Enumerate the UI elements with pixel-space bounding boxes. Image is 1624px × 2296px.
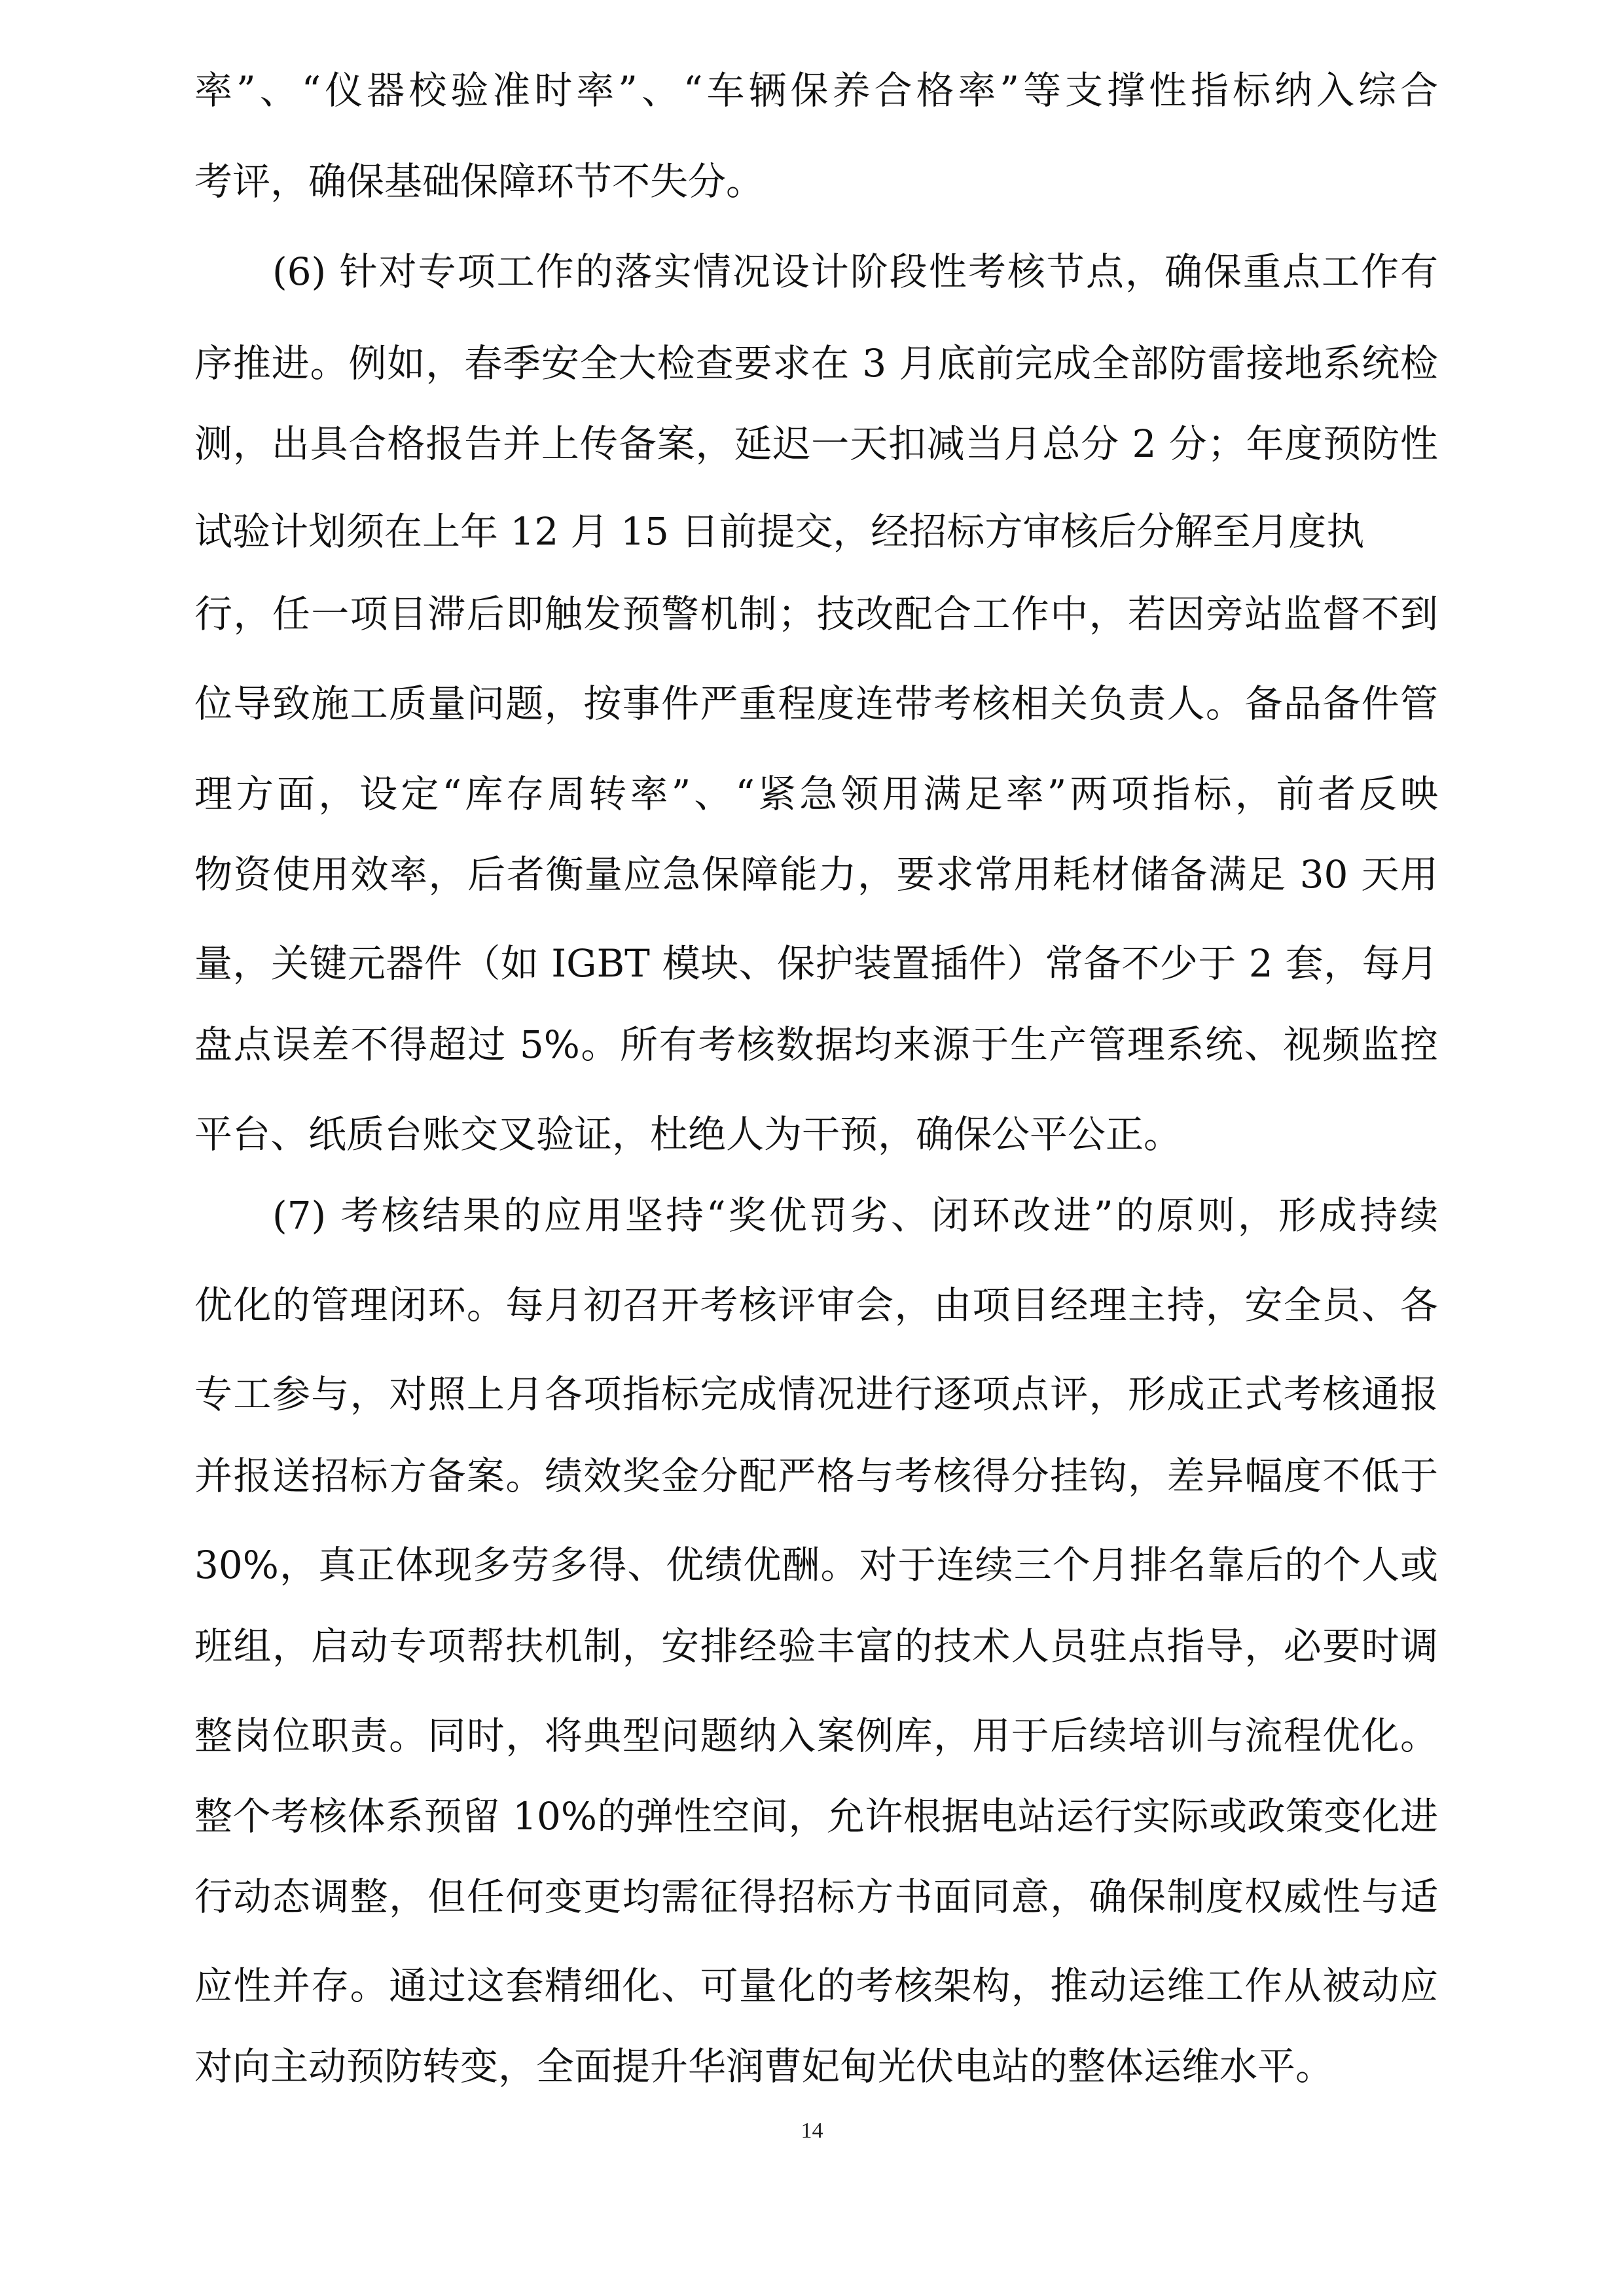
text-line: 平台、纸质台账交叉验证，杜绝人为干预，确保公平公正。 [194,1112,1182,1157]
paragraph-7-first-line: (7) 考核结果的应用坚持“奖优罚劣、闭环改进”的原则，形成持续 [272,1193,1438,1238]
text-line: 行动态调整，但任何变更均需征得招标方书面同意，确保制度权威性与适 [194,1874,1438,1919]
paragraph-6-first-line: (6) 针对专项工作的落实情况设计阶段性考核节点，确保重点工作有 [272,249,1438,294]
text-line: 应性并存。通过这套精细化、可量化的考核架构，推动运维工作从被动应 [194,1964,1438,2008]
text-line: 量，关键元器件（如 IGBT 模块、保护装置插件）常备不少于 2 套，每月 [194,941,1438,986]
text-line: 试验计划须在上年 12 月 15 日前提交，经招标方审核后分解至月度执 [194,509,1365,554]
text-line: 序推进。例如，春季安全大检查要求在 3 月底前完成全部防雷接地系统检 [194,341,1438,386]
text-line: 率”、“仪器校验准时率”、“车辆保养合格率”等支撑性指标纳入综合 [194,68,1438,113]
text-line: 行，任一项目滞后即触发预警机制；技改配合工作中，若因旁站监督不到 [194,592,1438,636]
text-line: 30%，真正体现多劳多得、优绩优酬。对于连续三个月排名靠后的个人或 [194,1543,1438,1587]
text-line: 整岗位职责。同时，将典型问题纳入案例库，用于后续培训与流程优化。 [194,1713,1438,1758]
text-line: 整个考核体系预留 10%的弹性空间，允许根据电站运行实际或政策变化进 [194,1794,1438,1839]
text-line: 优化的管理闭环。每月初召开考核评审会，由项目经理主持，安全员、各 [194,1283,1438,1327]
text-line: 专工参与，对照上月各项指标完成情况进行逐项点评，形成正式考核通报 [194,1372,1438,1416]
page-number: 14 [801,2119,823,2143]
text-line: 考评，确保基础保障环节不失分。 [194,159,765,204]
text-line: 测，出具合格报告并上传备案，延迟一天扣减当月总分 2 分；年度预防性 [194,422,1438,466]
text-line: 对向主动预防转变，全面提升华润曹妃甸光伏电站的整体运维水平。 [194,2044,1334,2089]
text-line: 理方面，设定“库存周转率”、“紧急领用满足率”两项指标，前者反映 [194,772,1438,816]
text-line: 班组，启动专项帮扶机制，安排经验丰富的技术人员驻点指导，必要时调 [194,1624,1438,1668]
text-line: 并报送招标方备案。绩效奖金分配严格与考核得分挂钩，差异幅度不低于 [194,1454,1438,1498]
text-line: 盘点误差不得超过 5%。所有考核数据均来源于生产管理系统、视频监控 [194,1022,1438,1067]
text-line: 位导致施工质量问题，按事件严重程度连带考核相关负责人。备品备件管 [194,681,1438,726]
text-line: 物资使用效率，后者衡量应急保障能力，要求常用耗材储备满足 30 天用 [194,852,1438,897]
